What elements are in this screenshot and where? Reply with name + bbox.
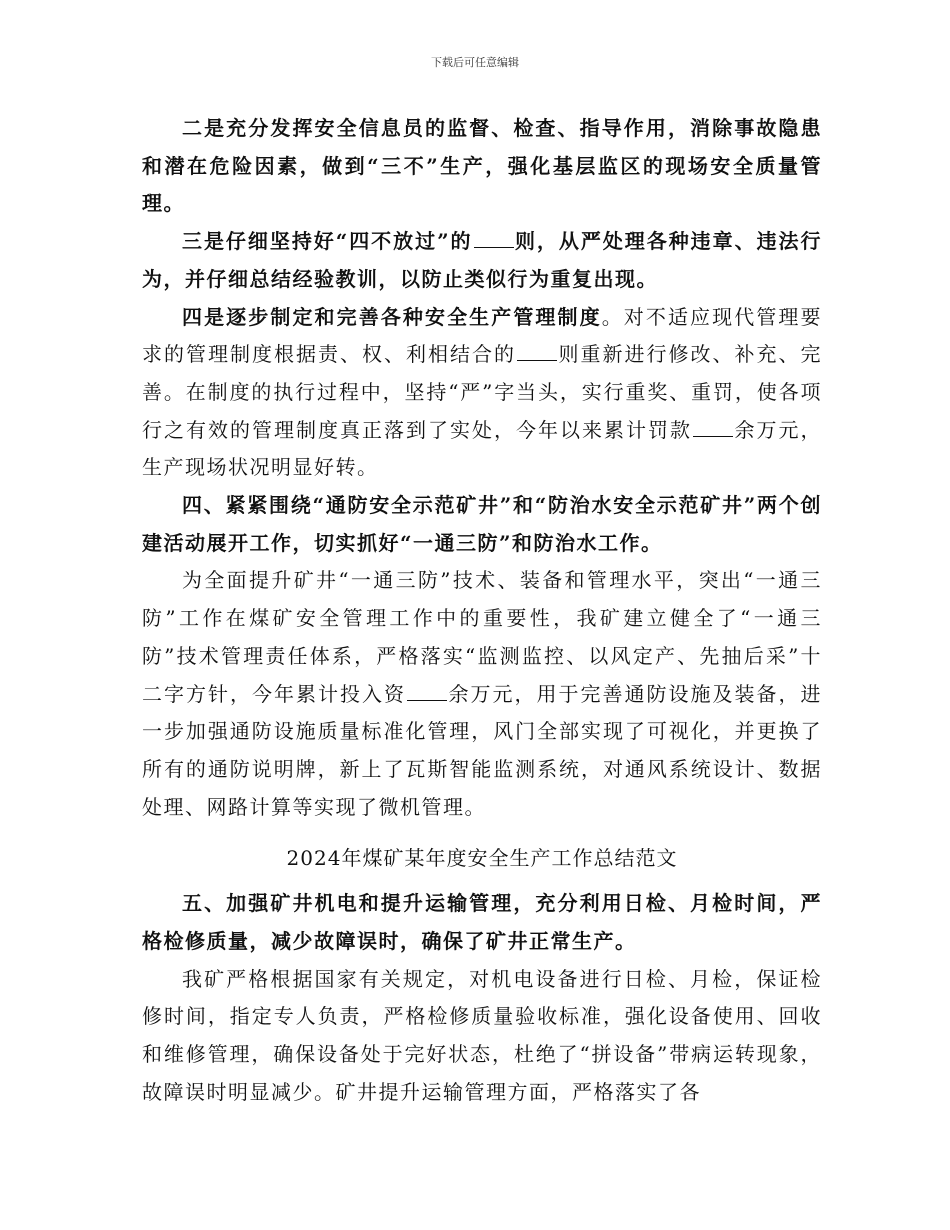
paragraph-text: 。对不适应现代管理要求的管理制度根据责、权、利相结合的 xyxy=(142,304,823,367)
paragraph-text: 则重新进行修改、补充、完善。在制度的执行过程中，坚持“严”字当头，实行重奖、重罚，使各项行之有效的管理制度真正落到了实处，今年以来累计罚款 xyxy=(142,342,822,442)
fill-blank xyxy=(474,229,514,248)
page-header-note: 下载后可任意编辑 xyxy=(431,56,519,69)
paragraph-text: 二是充分发挥安全信息员的监督、检查、指导作用，消除事故隐患和潜在危险因素，做到“三不”生产，强化基层监区的现场安全质量管理。 xyxy=(142,116,822,216)
section-body-5: 我矿严格根据国家有关规定，对机电设备进行日检、月检，保证检修时间，指定专人负责，严格检修质量验收标准，强化设备使用、回收和维修管理，确保设备处于完好状态，杜绝了“拼设备”带病运转现象，故障误时明显减少。矿井提升运输管理方面，严格落实了各 xyxy=(142,966,822,1104)
fill-blank xyxy=(517,342,557,361)
paragraph-text: 余万元，生产现场状况明显好转。 xyxy=(142,417,822,480)
paragraph-item-2 xyxy=(142,110,822,223)
fill-blank xyxy=(693,418,733,437)
paragraph-text: 为全面提升矿井“一通三防”技术、装备和管理水平，突出“一通三防”工作在煤矿安全管理工作中的重要性，我矿建立健全了“一通三防”技术管理责任体系，严格落实“监测监控、以风定产、先抽后采”十二字方针，今年累计投入资 xyxy=(142,568,822,706)
paragraph-item-3 xyxy=(142,223,822,298)
paragraph-text: 则，从严处理各种违章、违法行为，并仔细总结经验教训，以防止类似行为重复出现。 xyxy=(142,229,822,291)
paragraph-item-4 xyxy=(142,299,822,488)
paragraph-text: 余万元，用于完善通防设施及装备，进一步加强通防设施质量标准化管理，风门全部实现了可视化，并更换了所有的通防说明牌，新上了瓦斯智能监测系统，对通风系统设计、数据处理、网路计算等实现了微机管理。 xyxy=(142,681,822,819)
section-body-4 xyxy=(142,562,822,826)
section-heading-5: 五、加强矿井机电和提升运输管理，充分利用日检、月检时间，严格检修质量，减少故障误时，确保了矿井正常生产。 xyxy=(142,891,822,954)
section-heading-4: 四、紧紧围绕“通防安全示范矿井”和“防治水安全示范矿井”两个创建活动展开工作，切实抓好“一通三防”和防治水工作。 xyxy=(142,493,822,555)
paragraph-text: 三是仔细坚持好“四不放过”的 xyxy=(182,229,473,254)
fill-blank xyxy=(407,682,447,701)
document-title: 2024年煤矿某年度安全生产工作总结范文 xyxy=(286,846,678,871)
document-body xyxy=(142,110,822,1112)
paragraph-lead: 四是逐步制定和完善各种安全生产管理制度 xyxy=(182,304,602,329)
